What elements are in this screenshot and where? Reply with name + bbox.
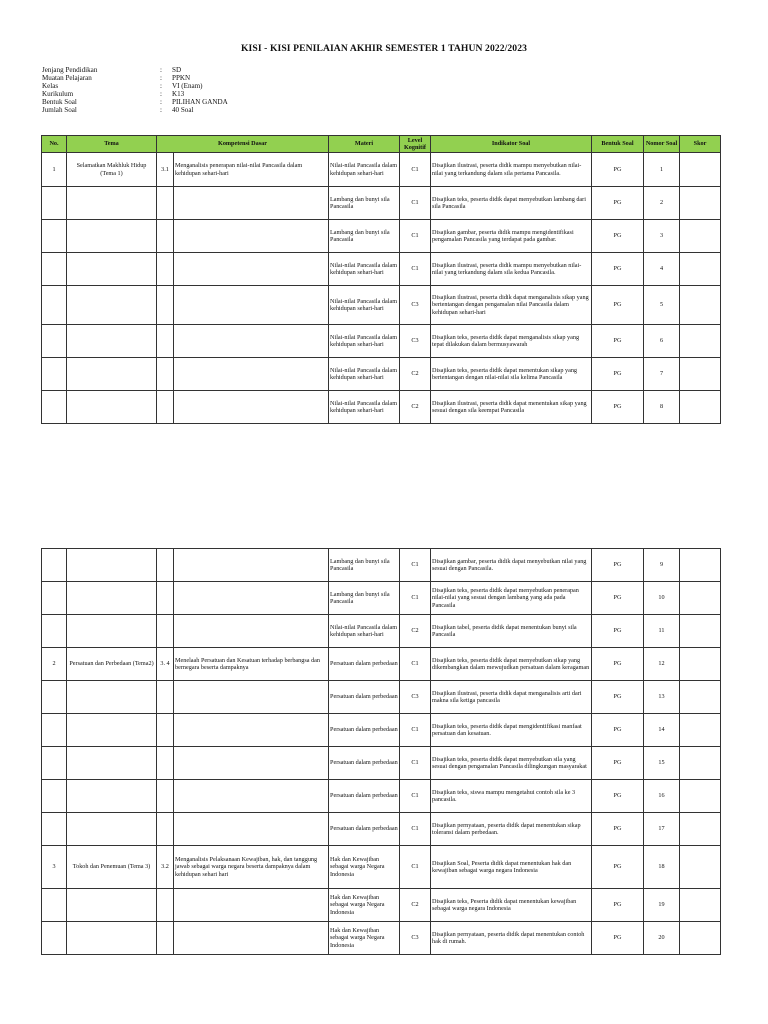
info-row	[42, 90, 228, 98]
table-row	[42, 889, 721, 922]
kompetensi-dasar-cell	[174, 391, 329, 424]
table-row	[42, 714, 721, 747]
info-value: VI (Enam)	[172, 82, 203, 91]
info-value: SD	[172, 66, 182, 74]
indikator-soal-cell: Disajikan pernyataan, peserta didik dapat menentukan contoh hak di rumah.	[431, 922, 592, 955]
kompetensi-dasar-cell	[174, 187, 329, 220]
materi-cell: Nilai-nilai Pancasila dalam kehidupan sehari-hari	[329, 391, 400, 424]
level-kognitif-cell: C1	[400, 714, 431, 747]
kd-number: 3. 4	[157, 648, 174, 681]
materi-cell: Hak dan Kewajiban sebagai warga Negara Indonesia	[329, 922, 400, 955]
kd-number	[157, 681, 174, 714]
info-label: Kurikulum	[42, 90, 74, 99]
kd-number	[157, 780, 174, 813]
kd-number: 3.1	[157, 153, 174, 187]
info-colon: :	[160, 82, 162, 91]
indikator-soal-cell: Disajikan teks, siswa mampu mengetahui contoh sila ke 3 pancasila.	[431, 780, 592, 813]
kompetensi-dasar-cell	[174, 615, 329, 648]
level-kognitif-cell: C1	[400, 780, 431, 813]
level-kognitif-cell: C2	[400, 358, 431, 391]
skor-cell	[680, 153, 721, 187]
tema-cell	[67, 253, 157, 286]
tema-cell: Tokoh dan Penemuan (Tema 3)	[67, 846, 157, 889]
kd-number	[157, 747, 174, 780]
materi-cell: Hak dan Kewajiban sebagai warga Negara Indonesia	[329, 846, 400, 889]
tema-cell	[67, 286, 157, 325]
info-label: Muatan Pelajaran	[42, 74, 92, 83]
kd-number	[157, 391, 174, 424]
kompetensi-dasar-cell	[174, 220, 329, 253]
bentuk-soal-cell: PG	[592, 358, 644, 391]
kompetensi-dasar-cell	[174, 549, 329, 582]
kd-number	[157, 220, 174, 253]
bentuk-soal-cell: PG	[592, 391, 644, 424]
kd-number	[157, 922, 174, 955]
skor-cell	[680, 615, 721, 648]
indikator-soal-cell: Disajikan teks, peserta didik dapat menyebutkan lambang dari sila Pancasila	[431, 187, 592, 220]
bentuk-soal-cell: PG	[592, 615, 644, 648]
row-number	[42, 358, 67, 391]
indikator-soal-cell: Disajikan ilustrasi, peserta didik dapat menentukan sikap yang sesuai dengan sila keempat Pancasila	[431, 391, 592, 424]
info-label: Jumlah Soal	[42, 106, 77, 115]
document-title: KISI - KISI PENILAIAN AKHIR SEMESTER 1 TAHUN 2022/2023	[241, 43, 527, 54]
level-kognitif-cell: C1	[400, 549, 431, 582]
row-number	[42, 922, 67, 955]
kompetensi-dasar-cell	[174, 325, 329, 358]
table-header-row	[42, 136, 721, 153]
kompetensi-dasar-cell: Menelaah Persatuan dan Kesatuan terhadap berbangsa dan bernegara beserta dampaknya	[174, 648, 329, 681]
skor-cell	[680, 220, 721, 253]
kd-number	[157, 187, 174, 220]
col-header-materi: Materi	[329, 136, 400, 153]
indikator-soal-cell: Disajikan teks, peserta didik dapat menyebutkan sila yang sesuai dengan pengamalan Pancasila dilingkungan masyarakat	[431, 747, 592, 780]
indikator-soal-cell: Disajikan gambar, peserta didik dapat menyebutkan nilai yang sesuai dengan Pancasila.	[431, 549, 592, 582]
table-row	[42, 358, 721, 391]
kd-number	[157, 889, 174, 922]
materi-cell: Persatuan dalam perbedaan	[329, 780, 400, 813]
materi-cell: Nilai-nilai Pancasila dalam kehidupan sehari-hari	[329, 615, 400, 648]
level-kognitif-cell: C1	[400, 187, 431, 220]
skor-cell	[680, 325, 721, 358]
tema-cell	[67, 358, 157, 391]
level-kognitif-cell: C1	[400, 747, 431, 780]
info-row	[42, 82, 228, 90]
tema-cell	[67, 780, 157, 813]
kd-number	[157, 253, 174, 286]
skor-cell	[680, 681, 721, 714]
table-row	[42, 391, 721, 424]
kompetensi-dasar-cell	[174, 747, 329, 780]
nomor-soal-cell: 13	[644, 681, 680, 714]
indikator-soal-cell: Disajikan ilustrasi, peserta didik mampu menyebutkan nilai- nilai yang terkandung dalam sila pertama Pancasila.	[431, 153, 592, 187]
nomor-soal-cell: 12	[644, 648, 680, 681]
table-row	[42, 846, 721, 889]
level-kognitif-cell: C2	[400, 889, 431, 922]
info-value: PPKN	[172, 74, 191, 83]
table-row	[42, 153, 721, 187]
row-number	[42, 780, 67, 813]
bentuk-soal-cell: PG	[592, 780, 644, 813]
level-kognitif-cell: C3	[400, 922, 431, 955]
bentuk-soal-cell: PG	[592, 153, 644, 187]
skor-cell	[680, 780, 721, 813]
materi-cell: Nilai-nilai Pancasila dalam kehidupan sehari-hari	[329, 286, 400, 325]
indikator-soal-cell: Disajikan teks, peserta didik dapat menyebutkan penerapan nilai-nilai yang sesuai dengan lambang yang ada pada Pancasila	[431, 582, 592, 615]
bentuk-soal-cell: PG	[592, 286, 644, 325]
indikator-soal-cell: Disajikan teks, peserta didik dapat menyebutkan sikap yang dikembangkan dalam mewujudkan persatuan dalam keragaman	[431, 648, 592, 681]
table-row	[42, 681, 721, 714]
tema-cell	[67, 582, 157, 615]
tema-cell	[67, 922, 157, 955]
info-label: Kelas	[42, 82, 59, 91]
kompetensi-dasar-cell	[174, 358, 329, 391]
kd-number	[157, 582, 174, 615]
table-row	[42, 549, 721, 582]
nomor-soal-cell: 15	[644, 747, 680, 780]
tema-cell	[67, 187, 157, 220]
materi-cell: Nilai-nilai Pancasila dalam kehidupan sehari-hari	[329, 253, 400, 286]
tema-cell	[67, 615, 157, 648]
kompetensi-dasar-cell: Menganalisis Pelaksanaan Kewajiban, hak, dan tanggung jawab sebagai warga negara beserta dampaknya dalam kehidupan sehari hari	[174, 846, 329, 889]
info-colon: :	[160, 106, 162, 115]
level-kognitif-cell: C2	[400, 615, 431, 648]
row-number	[42, 253, 67, 286]
row-number	[42, 187, 67, 220]
skor-cell	[680, 747, 721, 780]
row-number: 2	[42, 648, 67, 681]
skor-cell	[680, 582, 721, 615]
info-value: 40 Soal	[172, 106, 194, 115]
level-kognitif-cell: C1	[400, 582, 431, 615]
row-number	[42, 615, 67, 648]
bentuk-soal-cell: PG	[592, 681, 644, 714]
kompetensi-dasar-cell	[174, 253, 329, 286]
row-number	[42, 220, 67, 253]
col-header-nomor-soal: Nomor Soal	[644, 136, 680, 153]
indikator-soal-cell: Disajikan ilustrasi, peserta didik dapat menganalisis arti dari makna sila ketiga pancasila	[431, 681, 592, 714]
info-colon: :	[160, 90, 162, 99]
row-number	[42, 391, 67, 424]
level-kognitif-cell: C1	[400, 153, 431, 187]
kompetensi-dasar-cell	[174, 922, 329, 955]
kompetensi-dasar-cell	[174, 780, 329, 813]
nomor-soal-cell: 9	[644, 549, 680, 582]
bentuk-soal-cell: PG	[592, 582, 644, 615]
table-body	[42, 549, 721, 955]
col-header-level-kognitif: Level Kognitif	[400, 136, 431, 153]
info-colon: :	[160, 66, 162, 74]
info-label: Jenjang Pendidikan	[42, 66, 98, 74]
table-row	[42, 747, 721, 780]
nomor-soal-cell: 4	[644, 253, 680, 286]
table-body	[42, 153, 721, 424]
materi-cell: Nilai-nilai Pancasila dalam kehidupan sehari-hari	[329, 153, 400, 187]
level-kognitif-cell: C2	[400, 391, 431, 424]
col-header-indikator-soal: Indikator Soal	[431, 136, 592, 153]
tema-cell	[67, 889, 157, 922]
kd-number	[157, 813, 174, 846]
table-row	[42, 780, 721, 813]
tema-cell	[67, 220, 157, 253]
nomor-soal-cell: 8	[644, 391, 680, 424]
skor-cell	[680, 648, 721, 681]
skor-cell	[680, 714, 721, 747]
nomor-soal-cell: 20	[644, 922, 680, 955]
nomor-soal-cell: 6	[644, 325, 680, 358]
kd-number	[157, 714, 174, 747]
materi-cell: Lambang dan bunyi sila Pancasila	[329, 549, 400, 582]
bentuk-soal-cell: PG	[592, 714, 644, 747]
nomor-soal-cell: 2	[644, 187, 680, 220]
bentuk-soal-cell: PG	[592, 813, 644, 846]
info-value: PILIHAN GANDA	[172, 98, 228, 107]
indikator-soal-cell: Disajikan gambar, peserta didik mampu mengidentifikasi pengamalan Pancasila yang terdapat pada gambar.	[431, 220, 592, 253]
skor-cell	[680, 922, 721, 955]
indikator-soal-cell: Disajikan Soal, Peserta didik dapat menentukan hak dan kewajiban sebagai warga negara Indonesia	[431, 846, 592, 889]
kompetensi-dasar-cell	[174, 813, 329, 846]
table-row	[42, 253, 721, 286]
kisi-table-page-1	[41, 135, 721, 424]
skor-cell	[680, 358, 721, 391]
kompetensi-dasar-cell	[174, 714, 329, 747]
level-kognitif-cell: C3	[400, 325, 431, 358]
tema-cell	[67, 681, 157, 714]
col-header-skor: Skor	[680, 136, 721, 153]
level-kognitif-cell: C1	[400, 846, 431, 889]
skor-cell	[680, 889, 721, 922]
col-header-no: No.	[42, 136, 67, 153]
materi-cell: Persatuan dalam perbedaan	[329, 813, 400, 846]
bentuk-soal-cell: PG	[592, 187, 644, 220]
info-row	[42, 66, 228, 74]
kisi-table-page-2	[41, 548, 721, 955]
bentuk-soal-cell: PG	[592, 325, 644, 358]
nomor-soal-cell: 17	[644, 813, 680, 846]
materi-cell: Persatuan dalam perbedaan	[329, 747, 400, 780]
materi-cell: Persatuan dalam perbedaan	[329, 714, 400, 747]
kd-number	[157, 549, 174, 582]
info-row	[42, 74, 228, 82]
tema-cell	[67, 714, 157, 747]
nomor-soal-cell: 3	[644, 220, 680, 253]
bentuk-soal-cell: PG	[592, 922, 644, 955]
bentuk-soal-cell: PG	[592, 253, 644, 286]
skor-cell	[680, 846, 721, 889]
table-row	[42, 220, 721, 253]
row-number	[42, 889, 67, 922]
tema-cell	[67, 391, 157, 424]
skor-cell	[680, 813, 721, 846]
table-row	[42, 615, 721, 648]
row-number	[42, 813, 67, 846]
tema-cell: Persatuan dan Perbedaan (Tema2)	[67, 648, 157, 681]
table-row	[42, 325, 721, 358]
level-kognitif-cell: C1	[400, 253, 431, 286]
tema-cell	[67, 549, 157, 582]
row-number: 3	[42, 846, 67, 889]
table-row	[42, 582, 721, 615]
col-header-bentuk-soal: Bentuk Soal	[592, 136, 644, 153]
nomor-soal-cell: 19	[644, 889, 680, 922]
nomor-soal-cell: 11	[644, 615, 680, 648]
table-row	[42, 286, 721, 325]
level-kognitif-cell: C1	[400, 648, 431, 681]
col-header-tema: Tema	[67, 136, 157, 153]
nomor-soal-cell: 14	[644, 714, 680, 747]
indikator-soal-cell: Disajikan teks, peserta didik dapat menganalisis sikap yang tepat dilakukan dalam bermusyawarah	[431, 325, 592, 358]
kompetensi-dasar-cell	[174, 286, 329, 325]
table-row	[42, 813, 721, 846]
indikator-soal-cell: Disajikan ilustrasi, peserta didik dapat menganalisis sikap yang bertentangan dengan pengamalan nilai Pancasila dalam kehidupan sehari-hari	[431, 286, 592, 325]
info-row	[42, 98, 228, 106]
row-number	[42, 747, 67, 780]
materi-cell: Persatuan dalam perbedaan	[329, 681, 400, 714]
materi-cell: Lambang dan bunyi sila Pancasila	[329, 187, 400, 220]
tema-cell	[67, 325, 157, 358]
materi-cell: Lambang dan bunyi sila Pancasila	[329, 220, 400, 253]
indikator-soal-cell: Disajikan pernyataan, peserta didik dapat menentukan sikap toleransi dalam perbedaan.	[431, 813, 592, 846]
row-number	[42, 681, 67, 714]
nomor-soal-cell: 10	[644, 582, 680, 615]
row-number	[42, 325, 67, 358]
skor-cell	[680, 286, 721, 325]
tema-cell: Selamatkan Makhluk Hidup (Tema 1)	[67, 153, 157, 187]
bentuk-soal-cell: PG	[592, 747, 644, 780]
level-kognitif-cell: C3	[400, 681, 431, 714]
kd-number	[157, 358, 174, 391]
level-kognitif-cell: C1	[400, 813, 431, 846]
kompetensi-dasar-cell: Menganalisis penerapan nilai-nilai Pancasila dalam kehidupan sehari-hari	[174, 153, 329, 187]
kd-number: 3.2	[157, 846, 174, 889]
materi-cell: Lambang dan bunyi sila Pancasila	[329, 582, 400, 615]
bentuk-soal-cell: PG	[592, 889, 644, 922]
skor-cell	[680, 391, 721, 424]
table-row	[42, 187, 721, 220]
nomor-soal-cell: 5	[644, 286, 680, 325]
kd-number	[157, 615, 174, 648]
info-value: K13	[172, 90, 185, 99]
nomor-soal-cell: 16	[644, 780, 680, 813]
info-colon: :	[160, 74, 162, 83]
col-header-kompetensi-dasar: Kompetensi Dasar	[157, 136, 329, 153]
materi-cell: Nilai-nilai Pancasila dalam kehidupan sehari-hari	[329, 325, 400, 358]
row-number	[42, 549, 67, 582]
kompetensi-dasar-cell	[174, 582, 329, 615]
indikator-soal-cell: Disajikan teks, peserta didik dapat menentukan sikap yang bertentangan dengan nilai-nilai sila kelima Pancasila	[431, 358, 592, 391]
indikator-soal-cell: Disajikan ilustrasi, peserta didik mampu menyebutkan nilai- nilai yang terkandung dalam sila kedua Pancasila.	[431, 253, 592, 286]
materi-cell: Nilai-nilai Pancasila dalam kehidupan sehari-hari	[329, 358, 400, 391]
document-info	[42, 66, 228, 115]
row-number	[42, 286, 67, 325]
level-kognitif-cell: C1	[400, 220, 431, 253]
bentuk-soal-cell: PG	[592, 549, 644, 582]
table-row	[42, 648, 721, 681]
bentuk-soal-cell: PG	[592, 846, 644, 889]
info-label: Bentuk Soal	[42, 98, 77, 107]
kompetensi-dasar-cell	[174, 889, 329, 922]
info-row	[42, 106, 228, 114]
nomor-soal-cell: 7	[644, 358, 680, 391]
level-kognitif-cell: C3	[400, 286, 431, 325]
skor-cell	[680, 253, 721, 286]
table-row	[42, 922, 721, 955]
row-number	[42, 582, 67, 615]
kd-number	[157, 325, 174, 358]
skor-cell	[680, 549, 721, 582]
skor-cell	[680, 187, 721, 220]
indikator-soal-cell: Disajikan tabel, peserta didik dapat menentukan bunyi sila Pancasila	[431, 615, 592, 648]
tema-cell	[67, 747, 157, 780]
indikator-soal-cell: Disajikan teks, peserta didik dapat mengidentifikasi manfaat persatuan dan kesatuan.	[431, 714, 592, 747]
row-number	[42, 714, 67, 747]
indikator-soal-cell: Disajikan teks, Peserta didik dapat menentukan kewajiban sebagai warga negara Indonesia	[431, 889, 592, 922]
materi-cell: Hak dan Kewajiban sebagai warga Negara Indonesia	[329, 889, 400, 922]
nomor-soal-cell: 18	[644, 846, 680, 889]
bentuk-soal-cell: PG	[592, 648, 644, 681]
info-colon: :	[160, 98, 162, 107]
row-number: 1	[42, 153, 67, 187]
tema-cell	[67, 813, 157, 846]
nomor-soal-cell: 1	[644, 153, 680, 187]
materi-cell: Persatuan dalam perbedaan	[329, 648, 400, 681]
kd-number	[157, 286, 174, 325]
kompetensi-dasar-cell	[174, 681, 329, 714]
bentuk-soal-cell: PG	[592, 220, 644, 253]
